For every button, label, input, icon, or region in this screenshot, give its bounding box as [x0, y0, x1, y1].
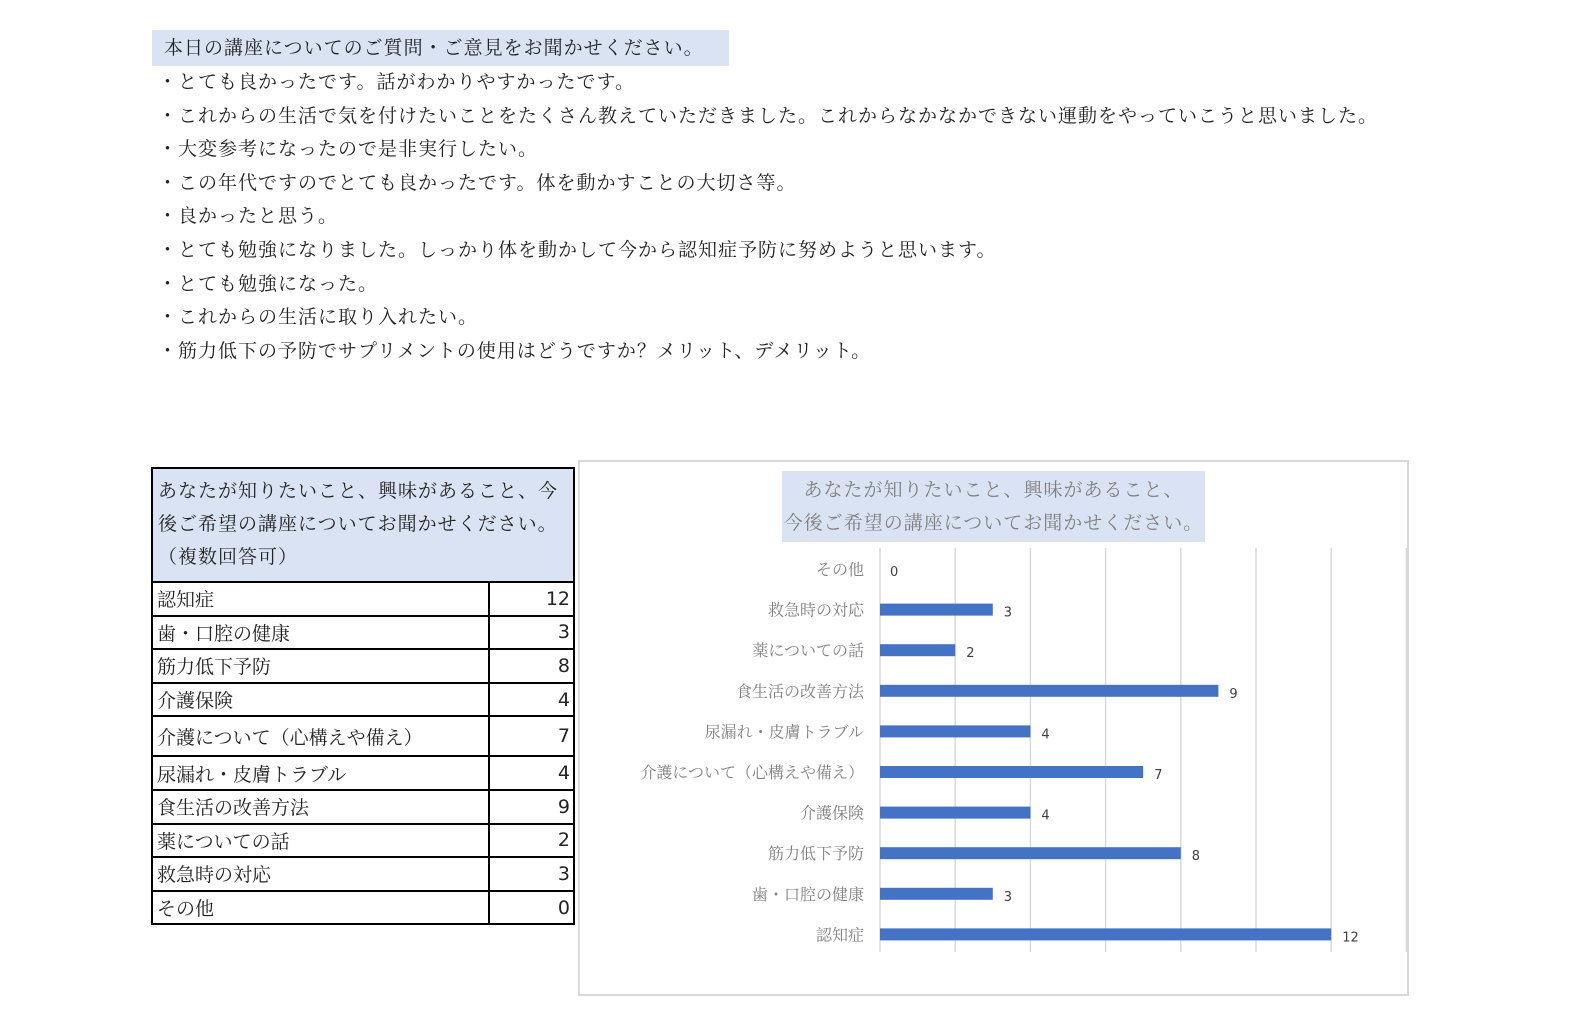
comment-item: ・とても良かったです。話がわかりやすかったです。: [158, 71, 635, 93]
chart-bar: [880, 928, 1331, 940]
chart-data-label: 3: [1003, 605, 1013, 621]
table-row-label: 認知症: [152, 582, 489, 616]
table-row-count: 7: [489, 716, 574, 756]
table-row-count: 4: [489, 683, 574, 717]
chart-bar: [880, 847, 1181, 859]
table-row-label: 食生活の改善方法: [152, 790, 489, 824]
chart-data-label: 2: [966, 646, 975, 662]
table-row-count: 8: [489, 649, 574, 683]
table-row-label: その他: [152, 891, 489, 925]
comment-item: ・これからの生活に取り入れたい。: [158, 306, 479, 329]
table-row-label: 介護について（心構えや備え）: [152, 716, 489, 756]
chart-data-label: 3: [1003, 889, 1013, 905]
chart-bar: [880, 766, 1143, 778]
table-row-count: 2: [489, 824, 574, 858]
chart-data-label: 8: [1191, 849, 1201, 865]
comment-item: ・とても勉強になりました。しっかり体を動かして今から認知症予防に努めようと思います。: [158, 238, 997, 261]
chart-bar: [880, 888, 993, 900]
comment-item: ・良かったと思う。: [158, 205, 339, 228]
chart-data-label: 4: [1041, 808, 1050, 824]
chart-category-label: 薬についての話: [752, 641, 864, 661]
chart-category-label: 介護について（心構えや備え）: [640, 763, 864, 782]
chart-category-label: 歯・口腔の健康: [751, 884, 864, 904]
table-row-label: 救急時の対応: [152, 857, 489, 891]
table-row-count: 12: [489, 582, 574, 616]
chart-data-label: 4: [1041, 727, 1050, 743]
chart-category-label: 筋力低下予防: [767, 844, 864, 864]
chart-category-label: 救急時の対応: [767, 600, 864, 620]
table-row-count: 3: [489, 616, 574, 650]
chart-category-label: 尿漏れ・皮膚トラブル: [704, 722, 864, 742]
chart-category-label: 認知症: [815, 925, 864, 945]
table-row-label: 尿漏れ・皮膚トラブル: [152, 756, 489, 790]
chart-bar: [880, 725, 1030, 737]
interest-table-header: あなたが知りたいこと、興味があること、今後ご希望の講座についてお聞かせください。（複数回答可）: [152, 468, 574, 582]
comment-item: ・これからの生活で気を付けたいことをたくさん教えていただきました。これからなかなかできない運動をやっていこうと思いました。: [158, 104, 1379, 127]
comment-item: ・とても勉強になった。: [158, 272, 379, 295]
chart-bar: [880, 807, 1030, 819]
chart-title-line-2: 今後ご希望の講座についてお聞かせください。: [783, 512, 1204, 534]
comment-item: ・この年代ですのでとても良かったです。体を動かすことの大切さ等。: [158, 171, 797, 194]
chart-data-label: 12: [1342, 930, 1359, 946]
chart-category-label: 介護保険: [799, 803, 864, 823]
chart-category-label: 食生活の改善方法: [735, 681, 864, 701]
table-row-count: 0: [489, 891, 574, 925]
comment-item: ・大変参考になったので是非実行したい。: [158, 138, 539, 161]
comment-item: ・筋力低下の予防でサプリメントの使用はどうですか？メリット、デメリット。: [158, 339, 872, 362]
table-row-count: 3: [489, 857, 574, 891]
chart-title-line-1: あなたが知りたいこと、興味があること、: [803, 479, 1184, 501]
chart-data-label: 9: [1229, 686, 1238, 702]
table-row-label: 薬についての話: [152, 824, 489, 858]
chart-bar: [880, 604, 993, 616]
chart-bar: [880, 644, 955, 656]
table-row-label: 筋力低下予防: [152, 649, 489, 683]
table-row-label: 介護保険: [152, 683, 489, 717]
chart-data-label: 0: [890, 565, 899, 580]
chart-data-label: 7: [1154, 768, 1163, 783]
table-row-label: 歯・口腔の健康: [152, 616, 489, 650]
table-row-count: 9: [489, 790, 574, 824]
chart-bar: [880, 685, 1218, 697]
chart-category-label: その他: [815, 560, 864, 579]
questions-title: 本日の講座についてのご質問・ご意見をお聞かせください。: [152, 30, 729, 66]
table-row-count: 4: [489, 756, 574, 790]
